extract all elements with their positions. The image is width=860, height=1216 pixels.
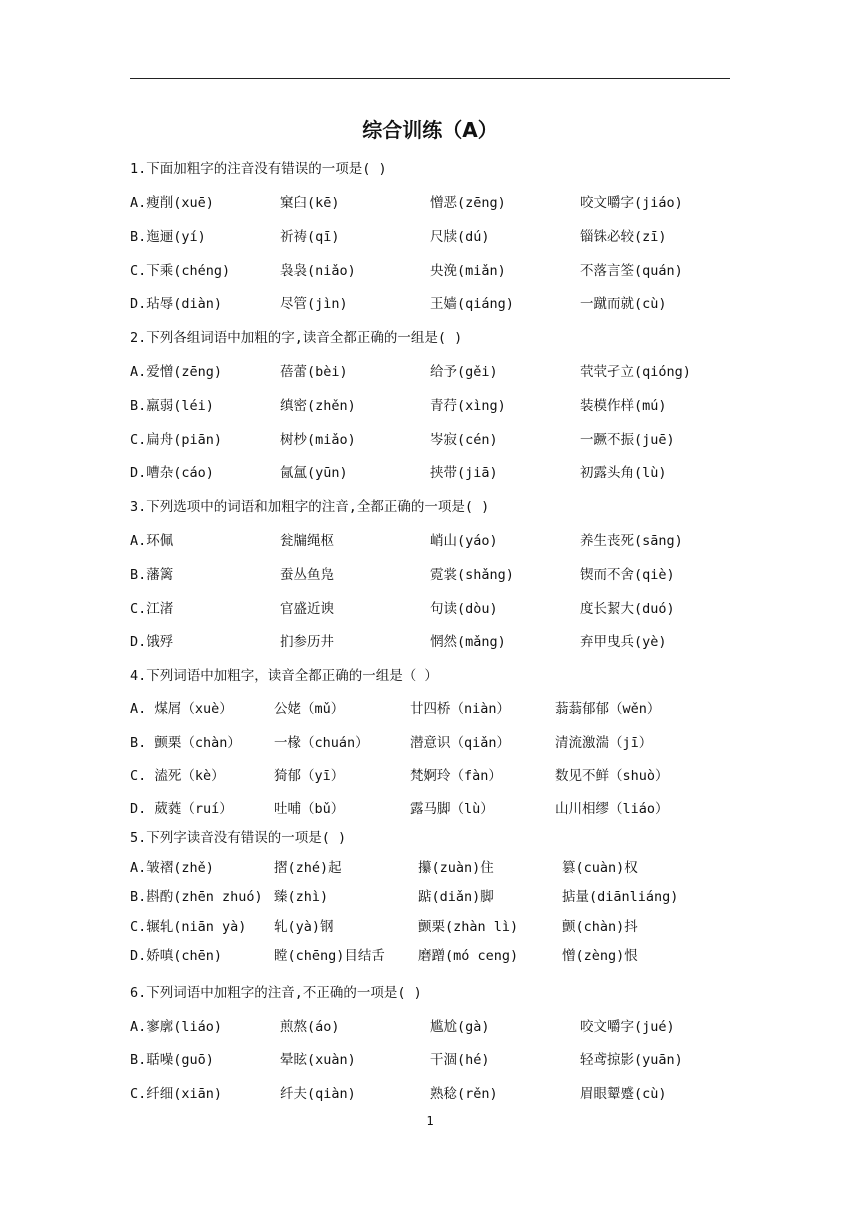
option-cell: C.纤细(xiān) bbox=[130, 1086, 223, 1102]
option-row bbox=[130, 1015, 730, 1037]
option-cell: 蓊蓊郁郁（wěn） bbox=[555, 701, 661, 717]
option-cell: C.江渚 bbox=[130, 601, 174, 617]
option-cell: 央浼(miǎn) bbox=[430, 263, 506, 279]
option-row bbox=[130, 360, 730, 382]
option-cell: 尺牍(dú) bbox=[430, 229, 490, 245]
option-row bbox=[130, 731, 730, 753]
option-cell: B.斟酌(zhēn zhuó) bbox=[130, 889, 263, 905]
option-cell: 青荇(xìng) bbox=[430, 398, 506, 414]
option-cell: 弃甲曳兵(yè) bbox=[580, 634, 667, 650]
option-cell: 挟带(jiā) bbox=[430, 465, 498, 481]
option-cell: 瓮牖绳枢 bbox=[280, 533, 334, 549]
option-cell: D.玷辱(diàn) bbox=[130, 296, 223, 312]
option-row bbox=[130, 944, 730, 966]
option-cell: 摺(zhé)起 bbox=[274, 860, 342, 876]
option-cell: A.瘦削(xuē) bbox=[130, 195, 214, 211]
option-cell: 晕眩(xuàn) bbox=[280, 1052, 356, 1068]
option-cell: 霓裳(shǎng) bbox=[430, 567, 514, 583]
option-row bbox=[130, 529, 730, 551]
option-cell: 给予(gěi) bbox=[430, 364, 498, 380]
option-cell: 度长絜大(duó) bbox=[580, 601, 675, 617]
option-cell: 峭山(yáo) bbox=[430, 533, 498, 549]
option-cell: 尴尬(gà) bbox=[430, 1019, 490, 1035]
option-row bbox=[130, 428, 730, 450]
option-cell: 一蹴而就(cù) bbox=[580, 296, 667, 312]
option-row bbox=[130, 225, 730, 247]
option-cell: A. 煤屑（xuè） bbox=[130, 701, 233, 717]
option-cell: 氤氲(yūn) bbox=[280, 465, 348, 481]
option-row bbox=[130, 1082, 730, 1104]
option-cell: 咬文嚼字(jué) bbox=[580, 1019, 675, 1035]
option-cell: 眉眼颦蹙(cù) bbox=[580, 1086, 667, 1102]
option-cell: 山川相缪（liáo） bbox=[555, 801, 669, 817]
option-cell: 不落言筌(quán) bbox=[580, 263, 683, 279]
option-cell: 蚕丛鱼凫 bbox=[280, 567, 334, 583]
option-cell: C.下乘(chéng) bbox=[130, 263, 231, 279]
option-row bbox=[130, 461, 730, 483]
option-cell: 数见不鲜（shuò） bbox=[555, 768, 669, 784]
option-cell: 树杪(miǎo) bbox=[280, 432, 356, 448]
option-cell: 轻鸢掠影(yuān) bbox=[580, 1052, 683, 1068]
option-cell: 篡(cuàn)权 bbox=[562, 860, 638, 876]
option-cell: 养生丧死(sāng) bbox=[580, 533, 683, 549]
option-cell: 轧(yà)钢 bbox=[274, 919, 334, 935]
option-cell: 官盛近谀 bbox=[280, 601, 334, 617]
option-cell: 踮(diǎn)脚 bbox=[418, 889, 494, 905]
option-cell: C.辗轧(niān yà) bbox=[130, 919, 247, 935]
option-cell: A.寥廓(liáo) bbox=[130, 1019, 223, 1035]
option-cell: 锲而不舍(qiè) bbox=[580, 567, 675, 583]
question-stem: 1.下面加粗字的注音没有错误的一项是( ) bbox=[130, 161, 387, 177]
page-number: 1 bbox=[426, 1114, 434, 1128]
option-cell: 煎熬(áo) bbox=[280, 1019, 340, 1035]
option-cell: 尽管(jìn) bbox=[280, 296, 348, 312]
option-row bbox=[130, 259, 730, 281]
option-cell: B.羸弱(léi) bbox=[130, 398, 214, 414]
option-row bbox=[130, 797, 730, 819]
option-cell: B.聒噪(guō) bbox=[130, 1052, 214, 1068]
option-cell: 臻(zhì) bbox=[274, 889, 329, 905]
option-cell: 颤栗(zhàn lì) bbox=[418, 919, 519, 935]
option-cell: A.皱褶(zhě) bbox=[130, 860, 214, 876]
option-cell: 廿四桥（niàn） bbox=[410, 701, 511, 717]
option-cell: A.爱憎(zēng) bbox=[130, 364, 223, 380]
option-cell: 公姥（mǔ） bbox=[274, 701, 345, 717]
option-cell: 憎(zèng)恨 bbox=[562, 948, 638, 964]
option-cell: 句读(dòu) bbox=[430, 601, 498, 617]
option-cell: 祈祷(qī) bbox=[280, 229, 340, 245]
option-cell: 蓓蕾(bèi) bbox=[280, 364, 348, 380]
option-cell: 吐哺（bǔ） bbox=[274, 801, 345, 817]
question-stem: 4.下列词语中加粗字，读音全都正确的一组是（ ） bbox=[130, 668, 438, 684]
option-cell: 熟稔(rěn) bbox=[430, 1086, 498, 1102]
option-cell: 一椽（chuán） bbox=[274, 735, 369, 751]
option-cell: 磨蹭(mó ceng) bbox=[418, 948, 519, 964]
option-cell: 王嫱(qiáng) bbox=[430, 296, 514, 312]
option-row bbox=[130, 885, 730, 907]
header-rule bbox=[130, 78, 730, 79]
option-cell: A.环佩 bbox=[130, 533, 174, 549]
option-cell: 茕茕孑立(qióng) bbox=[580, 364, 691, 380]
option-cell: 梵婀玲（fàn） bbox=[410, 768, 502, 784]
option-row bbox=[130, 630, 730, 652]
option-cell: B.藩篱 bbox=[130, 567, 174, 583]
option-cell: 装模作样(mú) bbox=[580, 398, 667, 414]
question-stem: 2.下列各组词语中加粗的字,读音全都正确的一组是( ) bbox=[130, 330, 463, 346]
option-cell: B.迤逦(yí) bbox=[130, 229, 206, 245]
option-row bbox=[130, 1048, 730, 1070]
option-cell: 瞠(chēng)目结舌 bbox=[274, 948, 385, 964]
option-row bbox=[130, 915, 730, 937]
page-title: 综合训练（A） bbox=[362, 118, 498, 142]
option-cell: 缜密(zhěn) bbox=[280, 398, 356, 414]
option-cell: D. 葳蕤（ruí） bbox=[130, 801, 233, 817]
option-row bbox=[130, 292, 730, 314]
option-cell: 憎恶(zēng) bbox=[430, 195, 506, 211]
option-row bbox=[130, 764, 730, 786]
option-cell: 初露头角(lù) bbox=[580, 465, 667, 481]
question-stem: 5.下列字读音没有错误的一项是( ) bbox=[130, 830, 347, 846]
option-cell: C.扁舟(piān) bbox=[130, 432, 223, 448]
option-cell: 露马脚（lù） bbox=[410, 801, 494, 817]
option-cell: 攥(zuàn)住 bbox=[418, 860, 494, 876]
option-cell: B. 颤栗（chàn） bbox=[130, 735, 241, 751]
option-cell: 清流激湍（jī） bbox=[555, 735, 653, 751]
option-cell: 掂量(diānliáng) bbox=[562, 889, 679, 905]
option-cell: 岑寂(cén) bbox=[430, 432, 498, 448]
option-cell: 猗郁（yī） bbox=[274, 768, 345, 784]
option-row bbox=[130, 394, 730, 416]
option-row bbox=[130, 191, 730, 213]
option-row bbox=[130, 697, 730, 719]
option-cell: 潜意识（qiǎn） bbox=[410, 735, 511, 751]
option-cell: D.饿殍 bbox=[130, 634, 174, 650]
option-cell: D.嘈杂(cáo) bbox=[130, 465, 214, 481]
question-stem: 6.下列词语中加粗字的注音,不正确的一项是( ) bbox=[130, 985, 422, 1001]
option-cell: C. 溘死（kè） bbox=[130, 768, 225, 784]
option-row bbox=[130, 563, 730, 585]
option-cell: 窠臼(kē) bbox=[280, 195, 340, 211]
option-cell: D.娇嗔(chēn) bbox=[130, 948, 223, 964]
option-cell: 一蹶不振(juē) bbox=[580, 432, 675, 448]
option-cell: 纤夫(qiàn) bbox=[280, 1086, 356, 1102]
option-cell: 袅袅(niǎo) bbox=[280, 263, 356, 279]
option-cell: 颤(chàn)抖 bbox=[562, 919, 638, 935]
option-cell: 惘然(mǎng) bbox=[430, 634, 506, 650]
option-cell: 干涸(hé) bbox=[430, 1052, 490, 1068]
option-cell: 扪参历井 bbox=[280, 634, 334, 650]
question-stem: 3.下列选项中的词语和加粗字的注音,全都正确的一项是( ) bbox=[130, 499, 490, 515]
option-row bbox=[130, 597, 730, 619]
option-row bbox=[130, 856, 730, 878]
option-cell: 锱铢必较(zī) bbox=[580, 229, 667, 245]
option-cell: 咬文嚼字(jiáo) bbox=[580, 195, 683, 211]
